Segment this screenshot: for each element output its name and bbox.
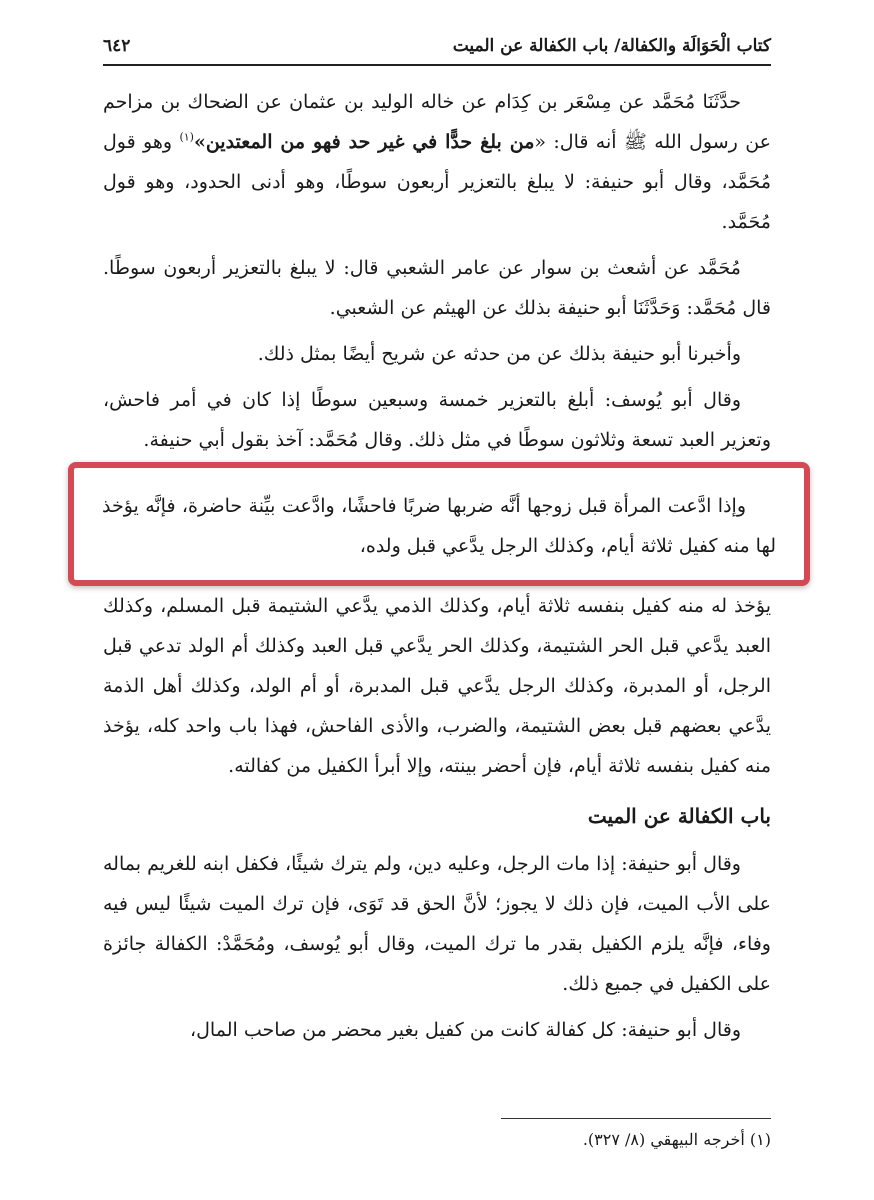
section-title: باب الكفالة عن الميت	[587, 804, 771, 828]
paragraph-5: يؤخذ له منه كفيل بنفسه ثلاثة أيام، وكذلك الذمي يدَّعي الشتيمة قبل المسلم، وكذلك العبد يدَّعي قبل الحر الشتيمة، وكذلك الحر يدَّعي قبل العبد وكذلك أم الولد تدعي قبل الرجل، أو المدبرة، وكذلك الرجل يدَّعي قبل المدبرة، أو أم الولد، وكذلك أهل الذمة يدَّعي بعضهم قبل بعض الشتيمة، والضرب، والأذى الفاحش، فهذا باب واحد كله، يؤخذ منه كفيل بنفسه ثلاثة أيام، فإن أحضر بينته، وإلا أبرأ الكفيل من كفالته.	[103, 595, 772, 777]
paragraph-4: وقال أبو يُوسف: أبلغ بالتعزير خمسة وسبعين سوطًا إذا كان في أمر فاحش، وتعزير العبد تسعة وثلاثون سوطًا في مثل ذلك. وقال مُحَمَّد: آخذ بقول أبي حنيفة.	[103, 389, 771, 451]
paragraph-6: وقال أبو حنيفة: إذا مات الرجل، وعليه دين، ولم يترك شيئًا، فكفل ابنه للغريم بماله على الأب الميت، فإن ذلك لا يجوز؛ لأنَّ الحق قد تَوَى، فإن ترك الميت شيئًا ليس فيه وفاء، فإنَّه يلزم الكفيل بقدر ما ترك الميت، وقال أبو يُوسف، ومُحَمَّدْ: الكفالة جائزة على الكفيل في جميع ذلك.	[103, 853, 771, 995]
page-number: ٦٤٢	[103, 36, 131, 56]
paragraph-1-text-start: حدَّثَنَا مُحَمَّد عن مِسْعَر بن كِدَام عن خاله الوليد بن عثمان عن الضحاك بن مزاحم عن رسول الله ﷺ أنه قال: «	[103, 91, 771, 153]
highlighted-passage: وإذا ادَّعت المرأة قبل زوجها أنَّه ضربها ضربًا فاحشًا، وادَّعت بيِّنة حاضرة، فإنَّه يؤخذ لها منه كفيل ثلاثة أيام، وكذلك الرجل يدَّعي قبل ولده،	[102, 495, 776, 557]
hadith-quote: من بلغ حدًّا في غير حد فهو من المعتدين	[205, 131, 535, 153]
highlight-box	[68, 462, 810, 586]
paragraph-1-text-end: وهو قول مُحَمَّد، وقال أبو حنيفة: لا يبلغ بالتعزير أربعون سوطًا، وهو أدنى الحدود، وهو قول مُحَمَّد.	[103, 131, 771, 233]
paragraph-2: مُحَمَّد عن أشعث بن سوار عن عامر الشعبي قال: لا يبلغ بالتعزير أربعون سوطًا. قال مُحَمَّد: وَحَدَّثَنَا أبو حنيفة بذلك عن الهيثم عن الشعبي.	[103, 257, 771, 319]
page-header	[103, 30, 771, 62]
footnote-divider	[501, 1118, 771, 1119]
running-title: كتاب الْحَوَالَة والكفالة/ باب الكفالة عن الميت	[452, 36, 771, 56]
footnote-marker: (١)	[179, 130, 194, 144]
header-divider	[103, 64, 771, 66]
paragraph-7: وقال أبو حنيفة: كل كفالة كانت من كفيل بغير محضر من صاحب المال،	[190, 1019, 741, 1041]
footnote: (١) أخرجه البيهقي (٨/ ٣٢٧).	[582, 1130, 771, 1149]
hadith-quote-close: »	[193, 131, 206, 153]
paragraph-3: وأخبرنا أبو حنيفة بذلك عن من حدثه عن شريح أيضًا بمثل ذلك.	[257, 343, 741, 365]
paragraph-1	[103, 82, 771, 242]
